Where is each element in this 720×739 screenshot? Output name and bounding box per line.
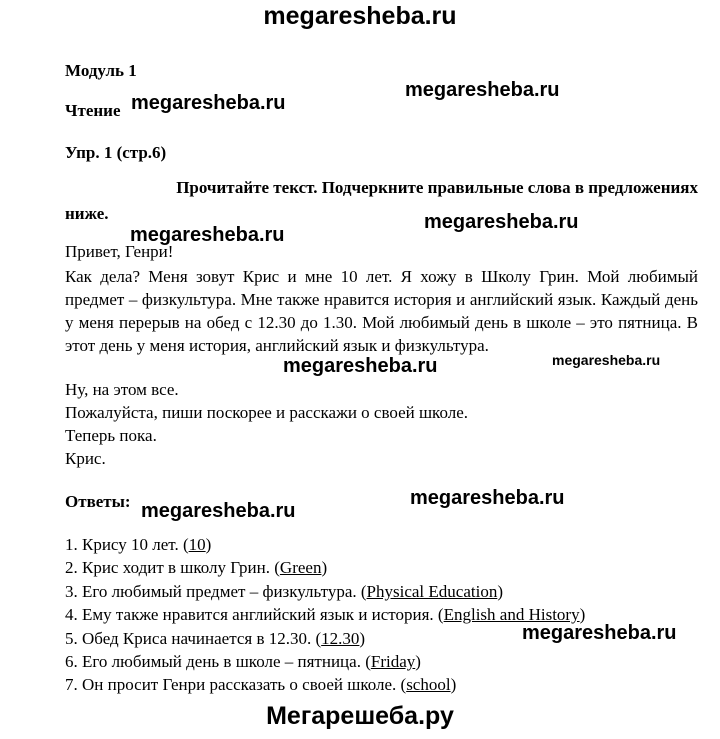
letter-line: Теперь пока. xyxy=(65,426,157,445)
letter-greeting: Привет, Генри! xyxy=(65,242,174,261)
watermark: megaresheba.ru xyxy=(130,224,285,246)
answer-item: 3. Его любимый предмет – физкультура. (Physical Education) xyxy=(65,581,503,601)
letter-paragraph: Как дела? Меня зовут Крис и мне 10 лет. Я хожу в Школу Грин. Мой любимый предмет – физкультура. Мне также нравится история и английский язык. Каждый день у меня перерыв на обед с 12.30 до 1.30. Мой любимый день в школе – это пятница. В этот день у меня история, английский язык и физкультура. xyxy=(65,267,698,355)
answer-item: 4. Ему также нравится английский язык и история. (English and History) xyxy=(65,605,586,625)
answer-item: 1. Крису 10 лет. (10) xyxy=(65,535,212,554)
answer-item: 7. Он просит Генри рассказать о своей школе. (school) xyxy=(65,675,457,695)
answer-item: 6. Его любимый день в школе – пятница. (Friday) xyxy=(65,652,421,672)
letter-line: Ну, на этом все. xyxy=(65,380,179,399)
letter-line: Пожалуйста, пиши поскорее и расскажи о своей школе. xyxy=(65,403,469,422)
watermark: megaresheba.ru xyxy=(410,487,565,509)
answer-item: 2. Крис ходит в школу Грин. (Green) xyxy=(65,558,328,578)
watermark: megaresheba.ru xyxy=(522,622,677,644)
letter-signature: Крис. xyxy=(65,449,106,468)
answers-list xyxy=(65,533,585,697)
task-line-1: Прочитайте текст. Подчеркните правильные слова в предложениях xyxy=(176,178,698,197)
answers-label: Ответы: xyxy=(65,492,131,511)
module-title: Модуль 1 xyxy=(65,61,137,80)
watermark: megaresheba.ru xyxy=(552,352,661,368)
task-line-2: ниже. xyxy=(65,204,109,223)
watermark: megaresheba.ru xyxy=(424,211,579,233)
exercise-title: Упр. 1 (стр.6) xyxy=(65,143,167,162)
watermark-top: megaresheba.ru xyxy=(263,2,457,30)
watermark: megaresheba.ru xyxy=(405,79,560,101)
section-title: Чтение xyxy=(65,101,121,120)
answer-item: 5. Обед Криса начинается в 12.30. (12.30) xyxy=(65,628,366,648)
watermark: megaresheba.ru xyxy=(141,500,296,522)
watermark: megaresheba.ru xyxy=(283,355,438,377)
watermark-bottom: Мегарешеба.ру xyxy=(266,702,454,730)
watermark: megaresheba.ru xyxy=(131,92,286,114)
